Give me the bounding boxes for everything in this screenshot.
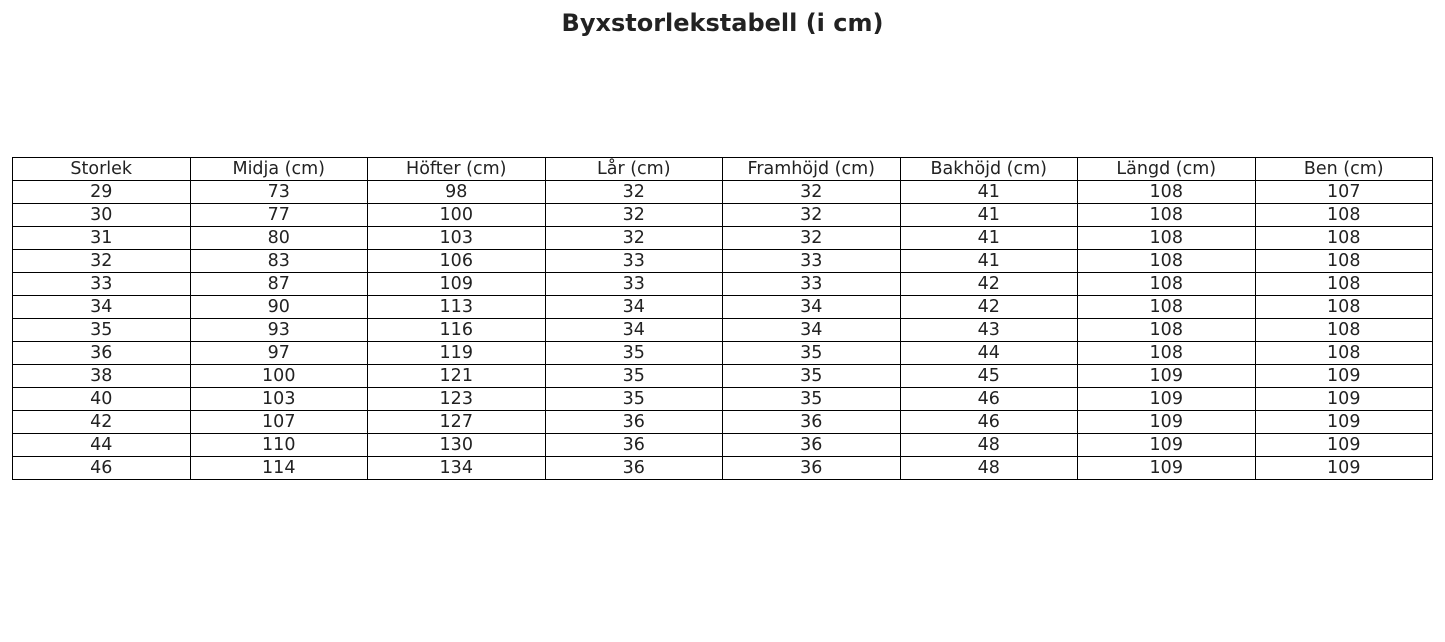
- table-cell: 103: [190, 388, 368, 411]
- table-row: [13, 181, 1433, 204]
- table-cell: 32: [723, 204, 901, 227]
- table-cell: 48: [900, 434, 1078, 457]
- table-row: [13, 388, 1433, 411]
- table-cell: 46: [900, 411, 1078, 434]
- table-cell: 73: [190, 181, 368, 204]
- table-cell: 42: [900, 296, 1078, 319]
- table-row: [13, 250, 1433, 273]
- table-cell: 108: [1078, 319, 1256, 342]
- table-cell: 34: [545, 319, 723, 342]
- table-cell: 109: [1078, 411, 1256, 434]
- table-row: [13, 227, 1433, 250]
- table-cell: 32: [545, 204, 723, 227]
- table-cell: 108: [1078, 296, 1256, 319]
- table-cell: 36: [545, 434, 723, 457]
- table-row: [13, 411, 1433, 434]
- table-cell: 36: [13, 342, 191, 365]
- table-cell: 109: [1255, 365, 1433, 388]
- table-cell: 42: [900, 273, 1078, 296]
- table-cell: 31: [13, 227, 191, 250]
- table-cell: 35: [545, 342, 723, 365]
- table-row: [13, 319, 1433, 342]
- table-row: [13, 204, 1433, 227]
- table-cell: 41: [900, 250, 1078, 273]
- column-header: Midja (cm): [190, 158, 368, 181]
- table-cell: 36: [723, 434, 901, 457]
- table-cell: 36: [723, 411, 901, 434]
- table-cell: 46: [900, 388, 1078, 411]
- table-cell: 35: [723, 388, 901, 411]
- table-cell: 106: [368, 250, 546, 273]
- table-cell: 108: [1255, 273, 1433, 296]
- table-cell: 34: [723, 296, 901, 319]
- table-row: [13, 365, 1433, 388]
- table-cell: 108: [1255, 319, 1433, 342]
- table-cell: 45: [900, 365, 1078, 388]
- table-cell: 109: [368, 273, 546, 296]
- table-cell: 34: [545, 296, 723, 319]
- table-cell: 87: [190, 273, 368, 296]
- table-row: [13, 273, 1433, 296]
- column-header: Framhöjd (cm): [723, 158, 901, 181]
- table-cell: 107: [190, 411, 368, 434]
- table-cell: 100: [368, 204, 546, 227]
- table-cell: 33: [723, 273, 901, 296]
- table-cell: 36: [723, 457, 901, 480]
- table-cell: 44: [13, 434, 191, 457]
- table-cell: 121: [368, 365, 546, 388]
- table-body: [13, 181, 1433, 480]
- size-table: [12, 157, 1433, 480]
- table-cell: 123: [368, 388, 546, 411]
- table-cell: 97: [190, 342, 368, 365]
- table-row: [13, 296, 1433, 319]
- table-cell: 109: [1255, 411, 1433, 434]
- table-cell: 109: [1255, 388, 1433, 411]
- table-cell: 100: [190, 365, 368, 388]
- table-cell: 83: [190, 250, 368, 273]
- table-cell: 103: [368, 227, 546, 250]
- table-cell: 108: [1078, 181, 1256, 204]
- table-cell: 30: [13, 204, 191, 227]
- table-cell: 35: [723, 365, 901, 388]
- table-cell: 108: [1255, 342, 1433, 365]
- column-header: Längd (cm): [1078, 158, 1256, 181]
- table-cell: 108: [1078, 227, 1256, 250]
- column-header: Lår (cm): [545, 158, 723, 181]
- table-cell: 77: [190, 204, 368, 227]
- table-cell: 108: [1078, 204, 1256, 227]
- table-cell: 46: [13, 457, 191, 480]
- table-cell: 41: [900, 227, 1078, 250]
- table-cell: 107: [1255, 181, 1433, 204]
- table-cell: 33: [723, 250, 901, 273]
- table-cell: 80: [190, 227, 368, 250]
- table-cell: 114: [190, 457, 368, 480]
- table-cell: 109: [1078, 365, 1256, 388]
- table-cell: 29: [13, 181, 191, 204]
- table-cell: 44: [900, 342, 1078, 365]
- table-cell: 38: [13, 365, 191, 388]
- table-cell: 108: [1078, 342, 1256, 365]
- table-cell: 33: [545, 273, 723, 296]
- table-cell: 35: [13, 319, 191, 342]
- table-cell: 119: [368, 342, 546, 365]
- table-cell: 130: [368, 434, 546, 457]
- table-cell: 109: [1255, 457, 1433, 480]
- table-header-row: [13, 158, 1433, 181]
- table-cell: 32: [545, 181, 723, 204]
- table-cell: 108: [1255, 227, 1433, 250]
- table-cell: 109: [1255, 434, 1433, 457]
- table-cell: 32: [545, 227, 723, 250]
- table-cell: 34: [13, 296, 191, 319]
- table-cell: 109: [1078, 457, 1256, 480]
- table-cell: 108: [1255, 296, 1433, 319]
- chart-title: Byxstorlekstabell (i cm): [561, 9, 884, 37]
- table-cell: 36: [545, 411, 723, 434]
- table-cell: 32: [723, 227, 901, 250]
- table-cell: 108: [1078, 250, 1256, 273]
- column-header: Ben (cm): [1255, 158, 1433, 181]
- table-cell: 41: [900, 181, 1078, 204]
- table-cell: 116: [368, 319, 546, 342]
- table-cell: 108: [1255, 204, 1433, 227]
- table-cell: 36: [545, 457, 723, 480]
- table-cell: 40: [13, 388, 191, 411]
- table-cell: 109: [1078, 388, 1256, 411]
- table-cell: 43: [900, 319, 1078, 342]
- table-cell: 127: [368, 411, 546, 434]
- table-cell: 110: [190, 434, 368, 457]
- table-row: [13, 342, 1433, 365]
- table-cell: 113: [368, 296, 546, 319]
- table-cell: 108: [1078, 273, 1256, 296]
- table-cell: 34: [723, 319, 901, 342]
- table-cell: 48: [900, 457, 1078, 480]
- column-header: Bakhöjd (cm): [900, 158, 1078, 181]
- column-header: Storlek: [13, 158, 191, 181]
- table-cell: 109: [1078, 434, 1256, 457]
- table-cell: 33: [545, 250, 723, 273]
- table-cell: 33: [13, 273, 191, 296]
- table-row: [13, 434, 1433, 457]
- column-header: Höfter (cm): [368, 158, 546, 181]
- table-cell: 41: [900, 204, 1078, 227]
- table-cell: 32: [723, 181, 901, 204]
- table-cell: 108: [1255, 250, 1433, 273]
- table-cell: 35: [545, 388, 723, 411]
- table-cell: 134: [368, 457, 546, 480]
- table-cell: 93: [190, 319, 368, 342]
- table-cell: 32: [13, 250, 191, 273]
- table-cell: 90: [190, 296, 368, 319]
- table-row: [13, 457, 1433, 480]
- table-cell: 35: [723, 342, 901, 365]
- table-cell: 98: [368, 181, 546, 204]
- table-cell: 42: [13, 411, 191, 434]
- table-cell: 35: [545, 365, 723, 388]
